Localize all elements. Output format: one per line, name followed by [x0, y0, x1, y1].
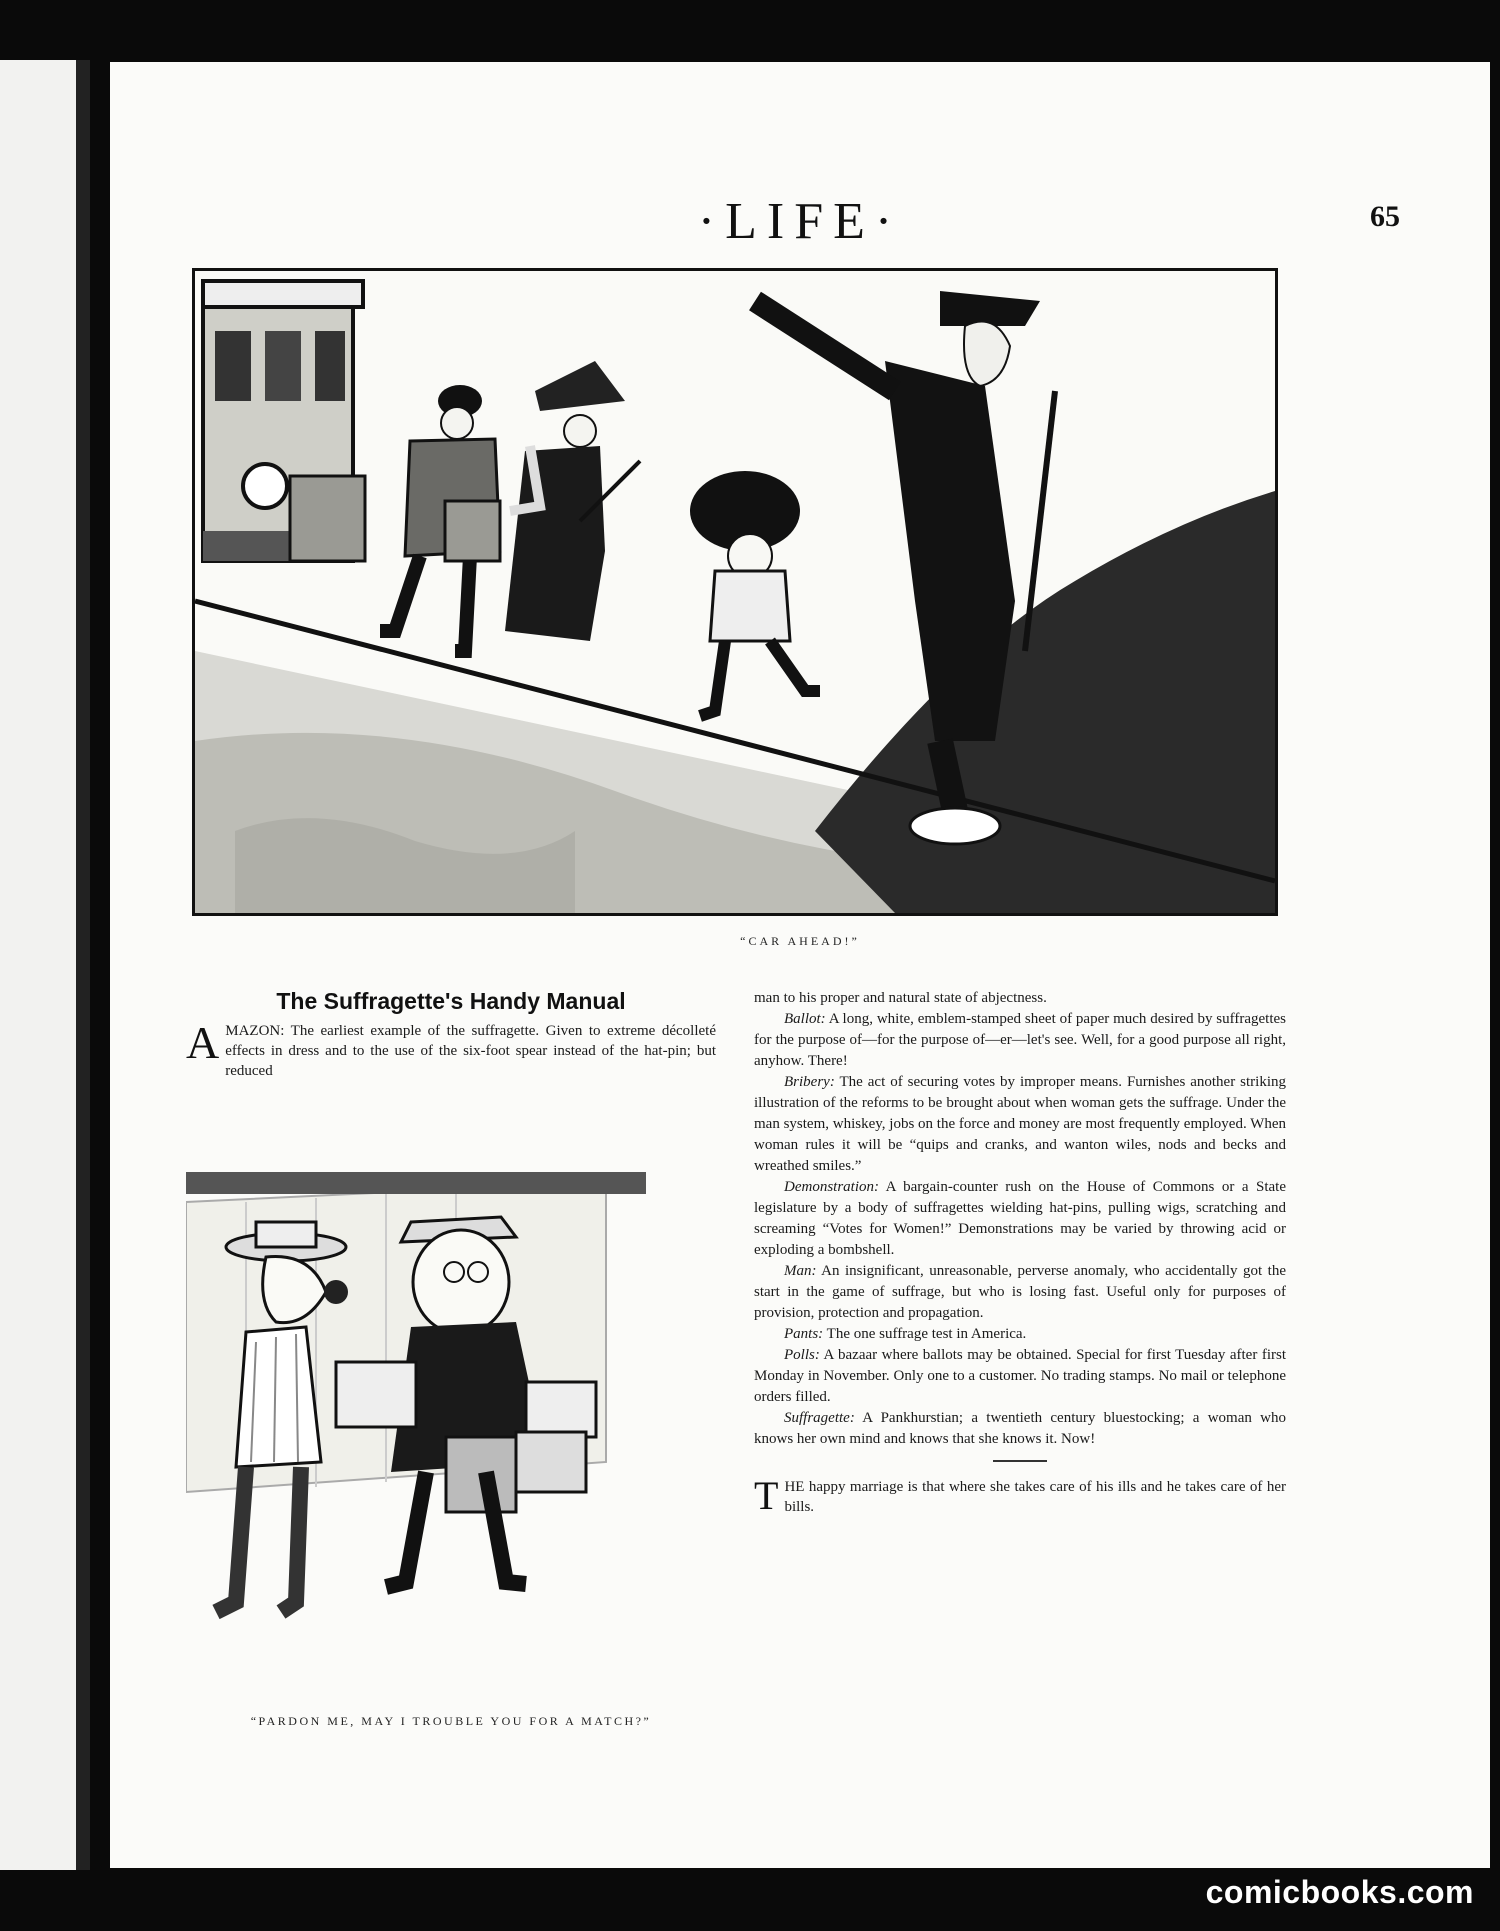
section-divider — [993, 1460, 1047, 1462]
epigram-dropcap: T — [754, 1473, 779, 1518]
entry-text: An insignificant, unreasonable, perverse anomaly, who accidentally got the start in the game of suffrage, but who is losing fast. Useful only for purposes of provision, protection and propagation. — [754, 1263, 1286, 1321]
top-cartoon-caption: “CAR AHEAD!” — [740, 934, 860, 948]
definition-entry — [754, 1177, 1286, 1261]
entry-text: A Pankhurstian; a twentieth century bluestocking; a woman who knows her own mind and knows that she knows it. Now! — [754, 1410, 1286, 1447]
masthead: ·LIFE· — [697, 193, 903, 250]
intro-dropcap: A — [186, 1017, 220, 1068]
article-intro — [186, 1017, 716, 1081]
left-page-edge — [0, 60, 78, 1870]
entry-term: Suffragette: — [784, 1410, 855, 1426]
site-watermark: comicbooks.com — [1205, 1874, 1474, 1910]
page-number: 65 — [1370, 200, 1400, 233]
bottom-cartoon-caption: “PARDON ME, MAY I TROUBLE YOU FOR A MATCH?” — [250, 1714, 652, 1728]
intro-lead: MAZON — [225, 1023, 281, 1039]
magazine-page — [110, 62, 1490, 1868]
definition-entry — [754, 1009, 1286, 1072]
book-spine — [76, 60, 90, 1870]
car-ahead-illustration — [195, 271, 1275, 913]
epigram — [754, 1473, 1286, 1518]
entry-text: The act of securing votes by improper means. Furnishes another striking illustration of the reforms to be brought about when woman gets the suffrage. Under the man system, whiskey, jobs on the force and money are most frequently employed. When woman rules it will be “quips and cranks, and wanton wiles, nods and becks and wreathed smiles.” — [754, 1074, 1286, 1174]
entry-term: Pants: — [784, 1326, 824, 1342]
definition-entry — [754, 1345, 1286, 1408]
intro-text: : The earliest example of the suffragette. Given to extreme décolleté effects in dress and to the use of the six-foot spear instead of the hat-pin; but reduced — [225, 1023, 716, 1079]
entry-term: Bribery: — [784, 1074, 835, 1090]
entry-text: The one suffrage test in America. — [823, 1326, 1027, 1342]
definition-entry — [754, 1072, 1286, 1177]
entry-term: Man: — [784, 1263, 817, 1279]
article-title: The Suffragette's Handy Manual — [276, 988, 626, 1014]
entry-term: Ballot: — [784, 1011, 826, 1027]
entry-text: A long, white, emblem-stamped sheet of paper much desired by suffragettes for the purpose of—for the purpose of—er—let's see. Well, for a good purpose all right, anyhow. There! — [754, 1011, 1286, 1069]
bottom-cartoon — [186, 1162, 706, 1672]
continuation-text: man to his proper and natural state of abjectness. — [754, 990, 1047, 1006]
match-request-illustration — [186, 1162, 706, 1672]
definition-entry — [754, 1261, 1286, 1324]
top-cartoon — [192, 268, 1278, 916]
definition-entry — [754, 1324, 1286, 1345]
entry-text: A bazaar where ballots may be obtained. Special for first Tuesday after first Monday in November. Only one to a customer. No trading stamps. No mail or telephone orders filled. — [754, 1347, 1286, 1405]
right-column — [754, 988, 1286, 1532]
entry-term: Demonstration: — [784, 1179, 879, 1195]
entry-text: A bargain-counter rush on the House of Commons or a State legislature by a body of suffragettes wielding hat-pins, pulling wigs, scratching and screaming “Votes for Women!” Demonstrations may be varied by throwing acid or exploding a bombshell. — [754, 1179, 1286, 1258]
left-column — [186, 988, 716, 1081]
epigram-text: HE happy marriage is that where she takes care of his ills and he takes care of her bills. — [784, 1479, 1286, 1515]
entry-term: Polls: — [784, 1347, 820, 1363]
definition-entry — [754, 1408, 1286, 1450]
